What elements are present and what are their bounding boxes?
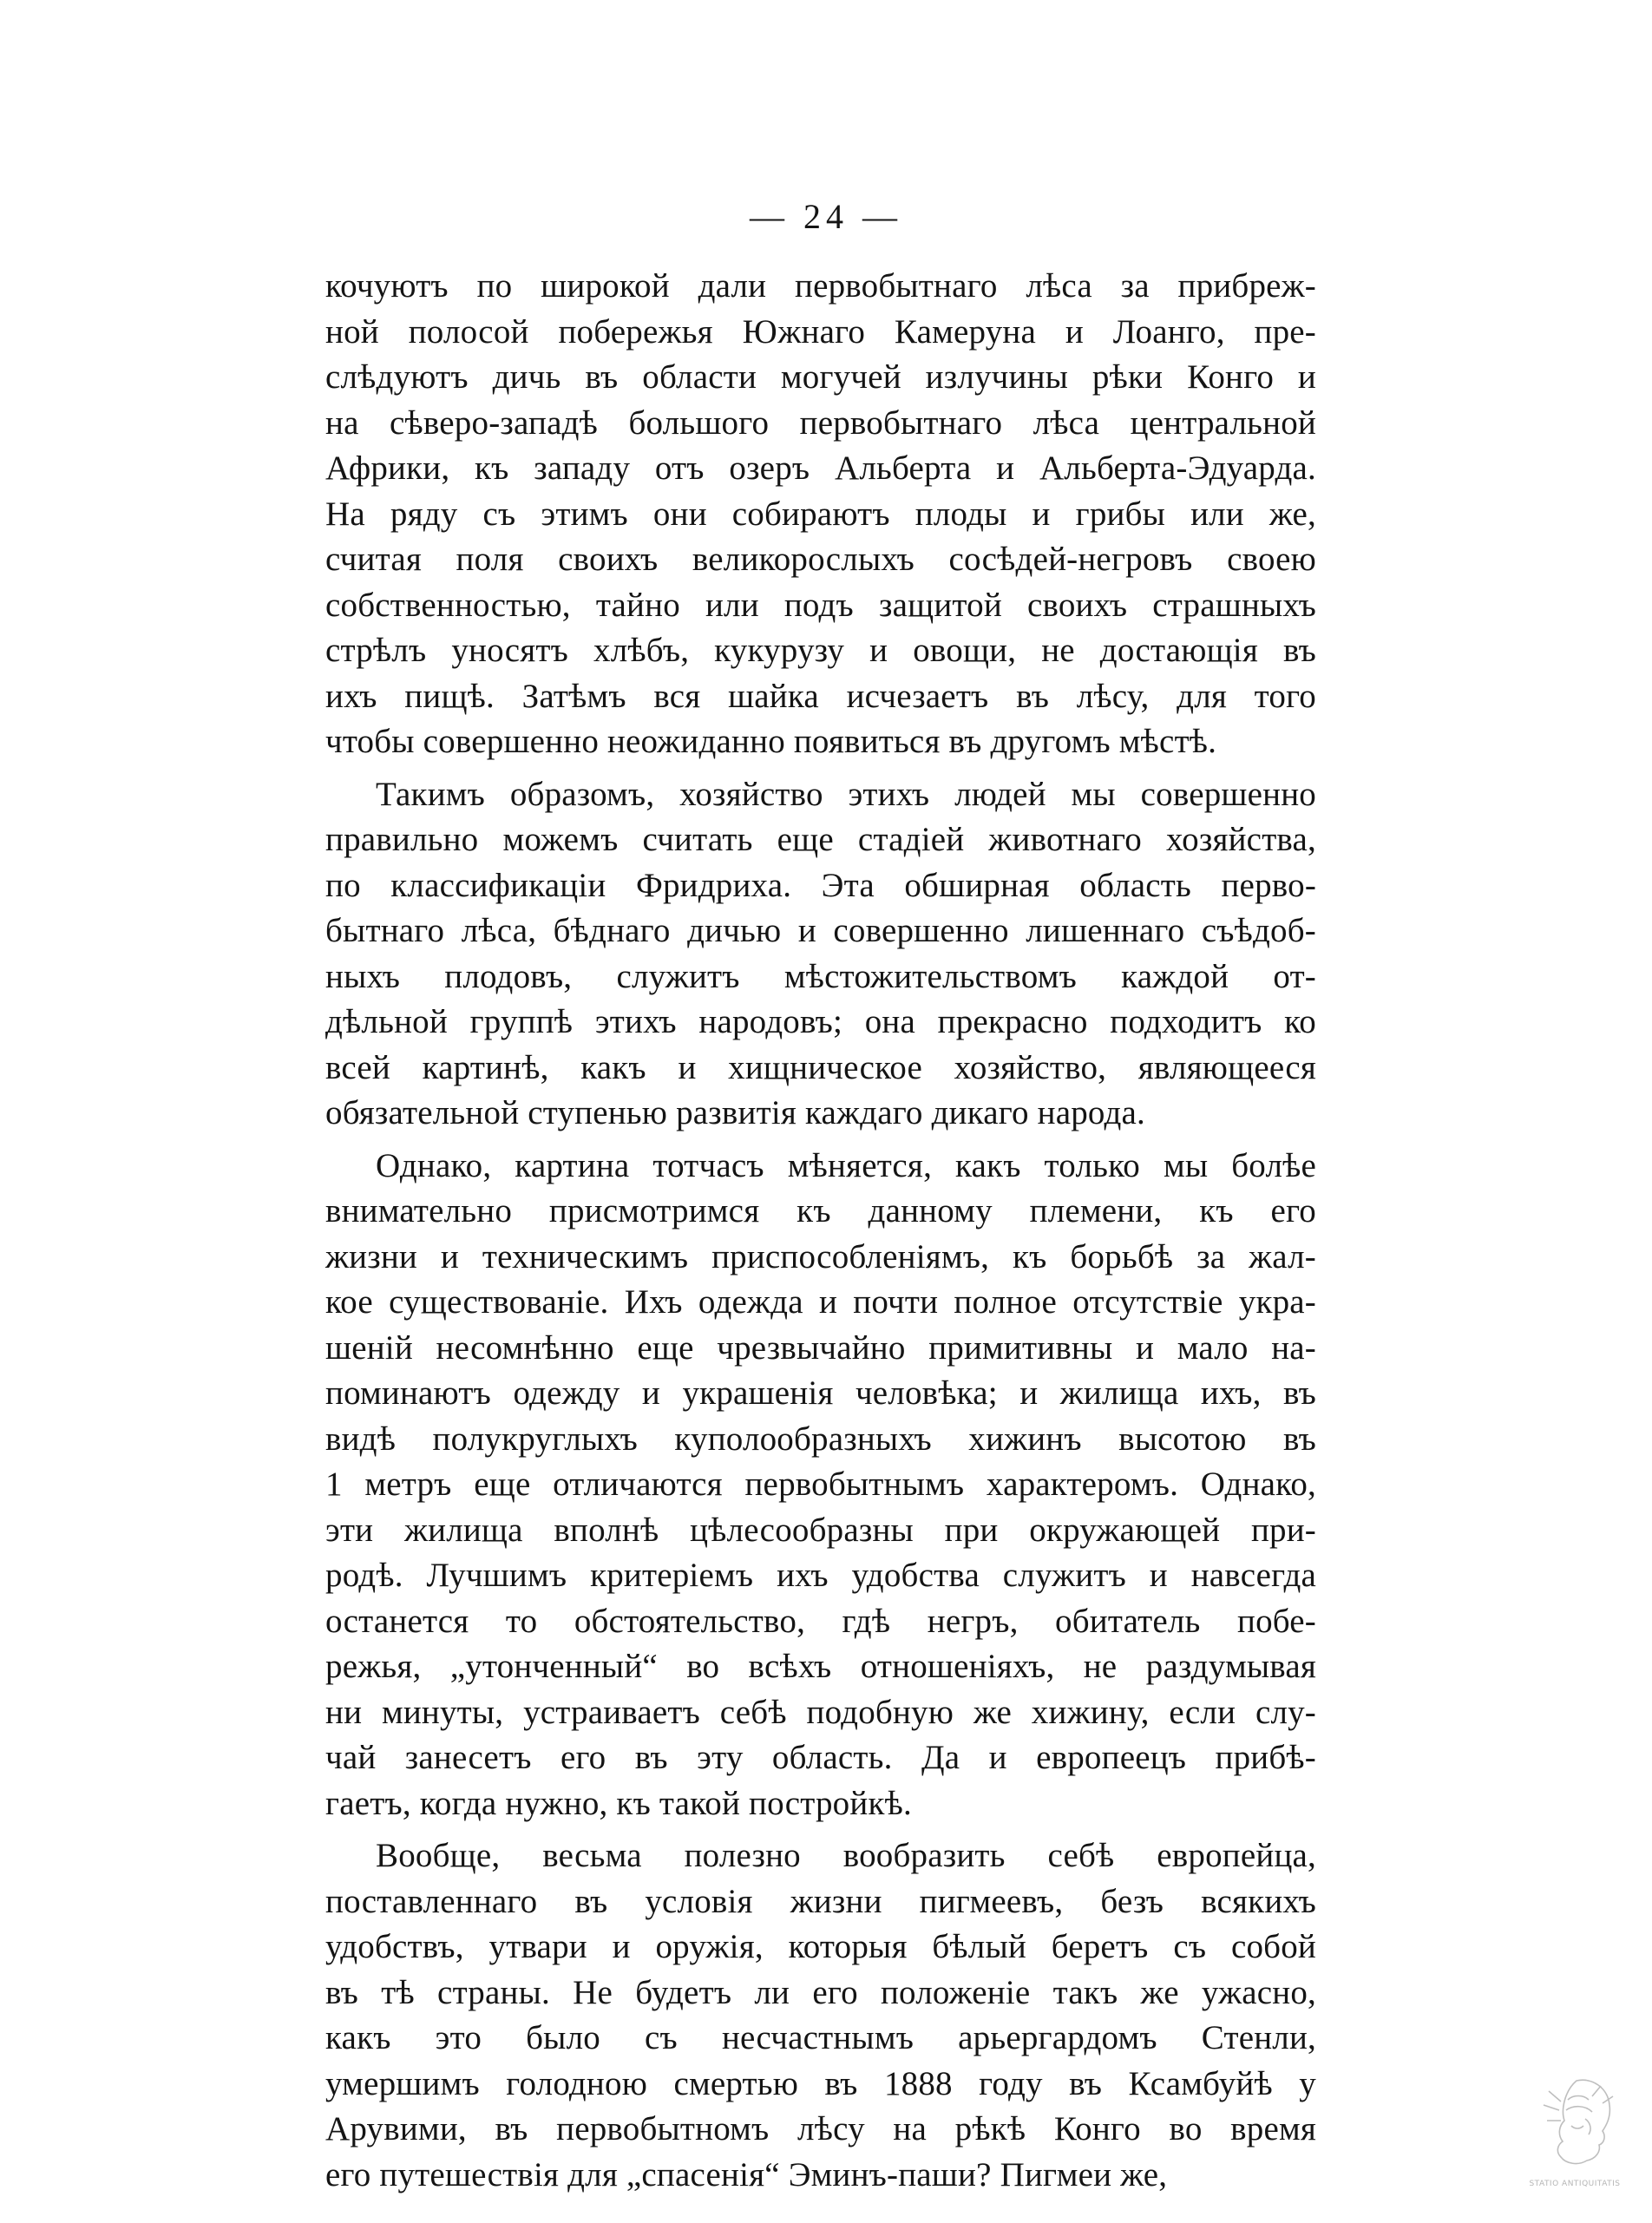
text-line: удобствъ, утвари и оружія, которыя бѣлый беретъ съ собой xyxy=(325,1928,1316,1965)
library-stamp xyxy=(1523,2065,1627,2208)
text-line: видѣ полукруглыхъ куполообразныхъ хижинъ высотою въ xyxy=(325,1420,1316,1458)
text-line: какъ это было съ несчастнымъ арьергардомъ Стенли, xyxy=(325,2019,1316,2056)
page-number: — 24 — xyxy=(750,197,902,236)
stamp-text: STATIO ANTIQUITATIS xyxy=(1529,2180,1621,2188)
text-line: ни минуты, устраиваетъ себѣ подобную же хижину, если слу- xyxy=(325,1693,1316,1731)
text-line: считая поля своихъ великорослыхъ сосѣдей-негровъ своею xyxy=(325,541,1316,578)
text-line: его путешествія для „спасенія“ Эминъ-паши? Пигмеи же, xyxy=(325,2155,1168,2193)
text-line: шеній несомнѣнно еще чрезвычайно примитивны и мало на- xyxy=(325,1328,1316,1367)
text-line: бытнаго лѣса, бѣднаго дичью и совершенно лишеннаго съѣдоб- xyxy=(325,912,1316,949)
text-line: эти жилища вполнѣ цѣлесообразны при окружающей при- xyxy=(325,1511,1316,1549)
text-line: останется то обстоятельство, гдѣ негръ, обитатель побе- xyxy=(325,1602,1316,1640)
text-line: чтобы совершенно неожиданно появиться въ другомъ мѣстѣ. xyxy=(325,723,1217,760)
text-line: правильно можемъ считать еще стадіей животнаго хозяйства, xyxy=(325,821,1316,858)
text-line: Африки, къ западу отъ озеръ Альберта и Альберта-Эдуарда. xyxy=(325,449,1316,487)
text-line: ной полосой побережья Южнаго Камеруна и Лоанго, пре- xyxy=(325,312,1316,351)
text-line: на сѣверо-западѣ большого первобытнаго лѣса центральной xyxy=(325,403,1316,442)
paragraph xyxy=(325,1144,1316,1827)
text-line: поминаютъ одежду и украшенія человѣка; и жилища ихъ, въ xyxy=(325,1374,1316,1412)
text-line: поставленнаго въ условія жизни пигмеевъ, безъ всякихъ xyxy=(325,1882,1316,1920)
text-line: кочуютъ по широкой дали первобытнаго лѣса за прибреж- xyxy=(325,267,1316,305)
text-line: внимательно присмотримся къ данному племени, къ его xyxy=(325,1192,1316,1230)
paragraph xyxy=(325,772,1316,1137)
text-line: На ряду съ этимъ они собираютъ плоды и грибы или же, xyxy=(325,495,1316,533)
text-line: по классификаціи Фридриха. Эта обширная область перво- xyxy=(325,866,1316,904)
text-line: родѣ. Лучшимъ критеріемъ ихъ удобства служитъ и навсегда xyxy=(325,1557,1316,1594)
text-line: собственностью, тайно или подъ защитой своихъ страшныхъ xyxy=(325,586,1316,624)
text-line: кое существованіе. Ихъ одежда и почти полное отсутствіе укра- xyxy=(325,1283,1316,1321)
text-line: Вообще, весьма полезно вообразить себѣ европейца, xyxy=(376,1837,1316,1874)
text-line: ныхъ плодовъ, служитъ мѣстожительствомъ каждой от- xyxy=(325,957,1316,995)
text-line: дѣльной группѣ этихъ народовъ; она прекрасно подходитъ ко xyxy=(325,1003,1316,1040)
medallion-head-icon xyxy=(1523,2065,1627,2178)
text-line: чай занесетъ его въ эту область. Да и европеецъ прибѣ- xyxy=(325,1739,1316,1776)
body-text xyxy=(325,264,1316,2198)
text-line: слѣдуютъ дичь въ области могучей излучины рѣки Конго и xyxy=(325,358,1316,396)
text-line: режья, „утонченный“ во всѣхъ отношеніяхъ, не раздумывая xyxy=(325,1648,1316,1685)
text-line: въ тѣ страны. Не будетъ ли его положеніе такъ же ужасно, xyxy=(325,1973,1316,2011)
paragraph xyxy=(325,1833,1316,2198)
paragraph xyxy=(325,264,1316,765)
text-line: обязательной ступенью развитія каждаго дикаго народа. xyxy=(325,1094,1146,1131)
text-line: 1 метръ еще отличаются первобытнымъ характеромъ. Однако, xyxy=(325,1466,1316,1503)
text-line: гаетъ, когда нужно, къ такой постройкѣ. xyxy=(325,1784,912,1822)
text-line: стрѣлъ уносятъ хлѣбъ, кукурузу и овощи, не достающія въ xyxy=(325,632,1316,669)
text-line: Такимъ образомъ, хозяйство этихъ людей мы совершенно xyxy=(376,775,1316,813)
text-line: всей картинѣ, какъ и хищническое хозяйство, являющееся xyxy=(325,1048,1316,1086)
text-line: Однако, картина тотчасъ мѣняется, какъ только мы болѣе xyxy=(376,1146,1316,1184)
text-line: ихъ пищѣ. Затѣмъ вся шайка исчезаетъ въ лѣсу, для того xyxy=(325,677,1316,715)
text-line: умершимъ голодною смертью въ 1888 году въ Ксамбуйѣ у xyxy=(325,2064,1316,2102)
text-line: Арувими, въ первобытномъ лѣсу на рѣкѣ Конго во время xyxy=(325,2110,1316,2148)
text-line: жизни и техническимъ приспособленіямъ, къ борьбѣ за жал- xyxy=(325,1237,1316,1275)
